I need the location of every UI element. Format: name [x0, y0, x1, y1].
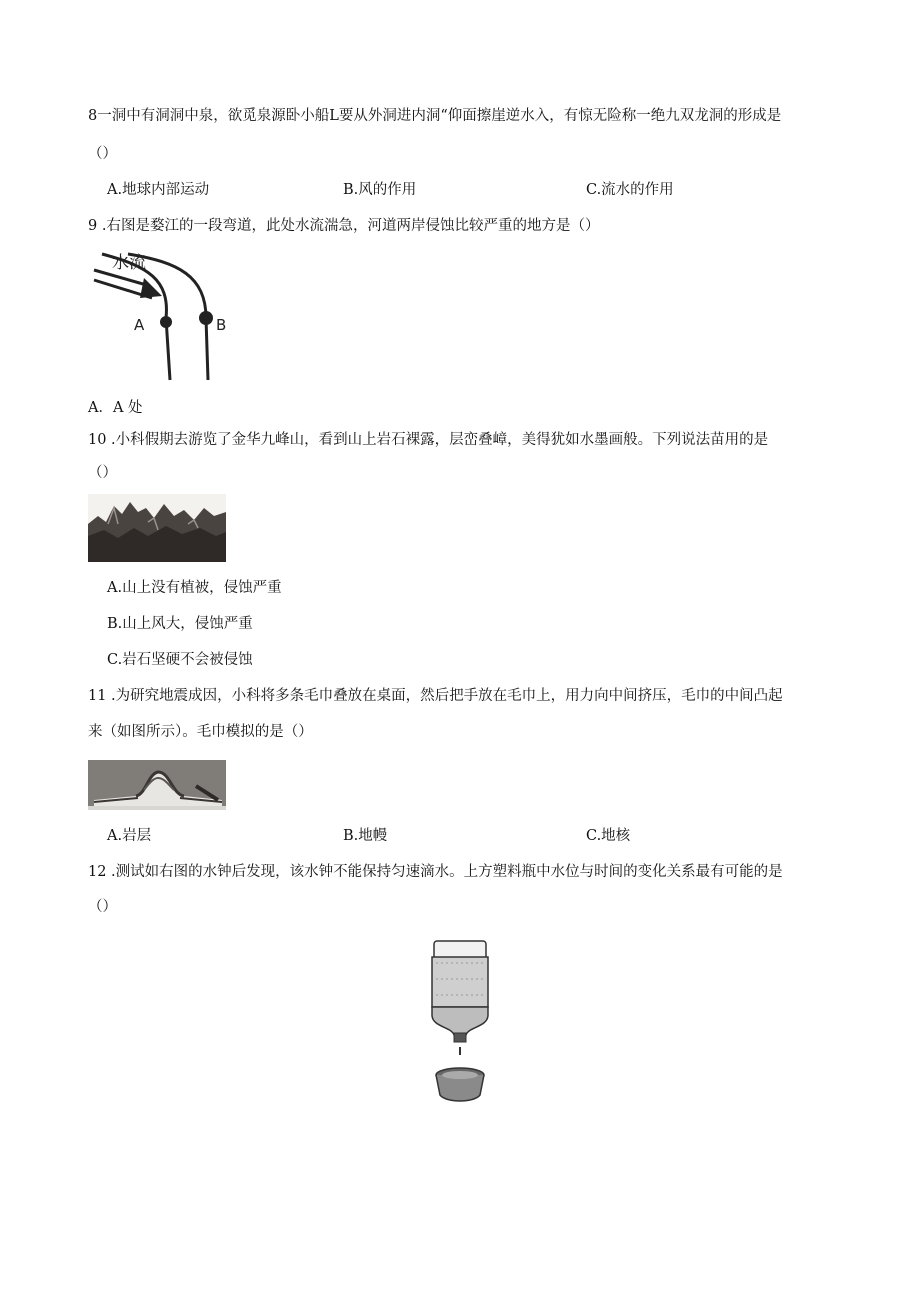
q9-answer-line: A．A 处 — [88, 400, 143, 416]
q8-option-c: C.流水的作用 — [586, 182, 674, 198]
river-bend-figure — [88, 248, 238, 383]
q9-stem: 9 .右图是婺江的一段弯道，此处水流湍急，河道两岸侵蚀比较严重的地方是（） — [88, 218, 600, 234]
point-a — [160, 316, 172, 328]
q11-stem-line1: 11 .为研究地震成因，小科将多条毛巾叠放在桌面，然后把手放在毛巾上，用力向中间挤压，毛巾的中间凸起 — [88, 688, 783, 704]
q8-option-a: A.地球内部运动 — [107, 182, 210, 198]
bottle-neck — [432, 1007, 488, 1035]
label-b: B — [216, 316, 227, 334]
towel-photo — [88, 760, 226, 810]
q8-stem: 8一洞中有洞洞中泉，欲觅泉源卧小船L要从外洞进内洞“仰面擦崖逆水入，有惊无险称一绝九双龙洞的形成是 — [88, 108, 782, 124]
q12-stem: 12 .测试如右图的水钟后发现，该水钟不能保持匀速滴水。上方塑料瓶中水位与时间的变化关系最有可能的是 — [88, 864, 783, 880]
water-clock-figure — [420, 935, 500, 1110]
q11-option-c: C.地核 — [586, 828, 631, 844]
mountain-photo — [88, 494, 226, 562]
flow-label: 水流 — [112, 253, 146, 273]
bottle-water — [432, 957, 488, 1007]
label-a: A — [134, 316, 145, 334]
point-b — [199, 311, 213, 325]
q10-paren: （） — [88, 465, 117, 481]
bottle-cap — [454, 1033, 466, 1042]
q8-option-b: B.风的作用 — [343, 182, 417, 198]
q12-paren: （） — [88, 899, 117, 915]
q11-option-a: A.岩层 — [107, 828, 152, 844]
q10-stem: 10 .小科假期去游览了金华九峰山，看到山上岩石裸露，层峦叠嶂，美得犹如水墨画般。下列说法苗用的是 — [88, 432, 769, 448]
q10-option-a: A.山上没有植被，侵蚀严重 — [107, 580, 282, 596]
q11-stem-line2: 来（如图所示）。毛巾模拟的是（） — [88, 724, 313, 740]
q8-paren: （） — [88, 146, 117, 162]
q10-option-b: B.山上风大，侵蚀严重 — [107, 616, 253, 632]
q10-option-c: C.岩石坚硬不会被侵蚀 — [107, 652, 253, 668]
q11-option-b: B.地幔 — [343, 828, 388, 844]
